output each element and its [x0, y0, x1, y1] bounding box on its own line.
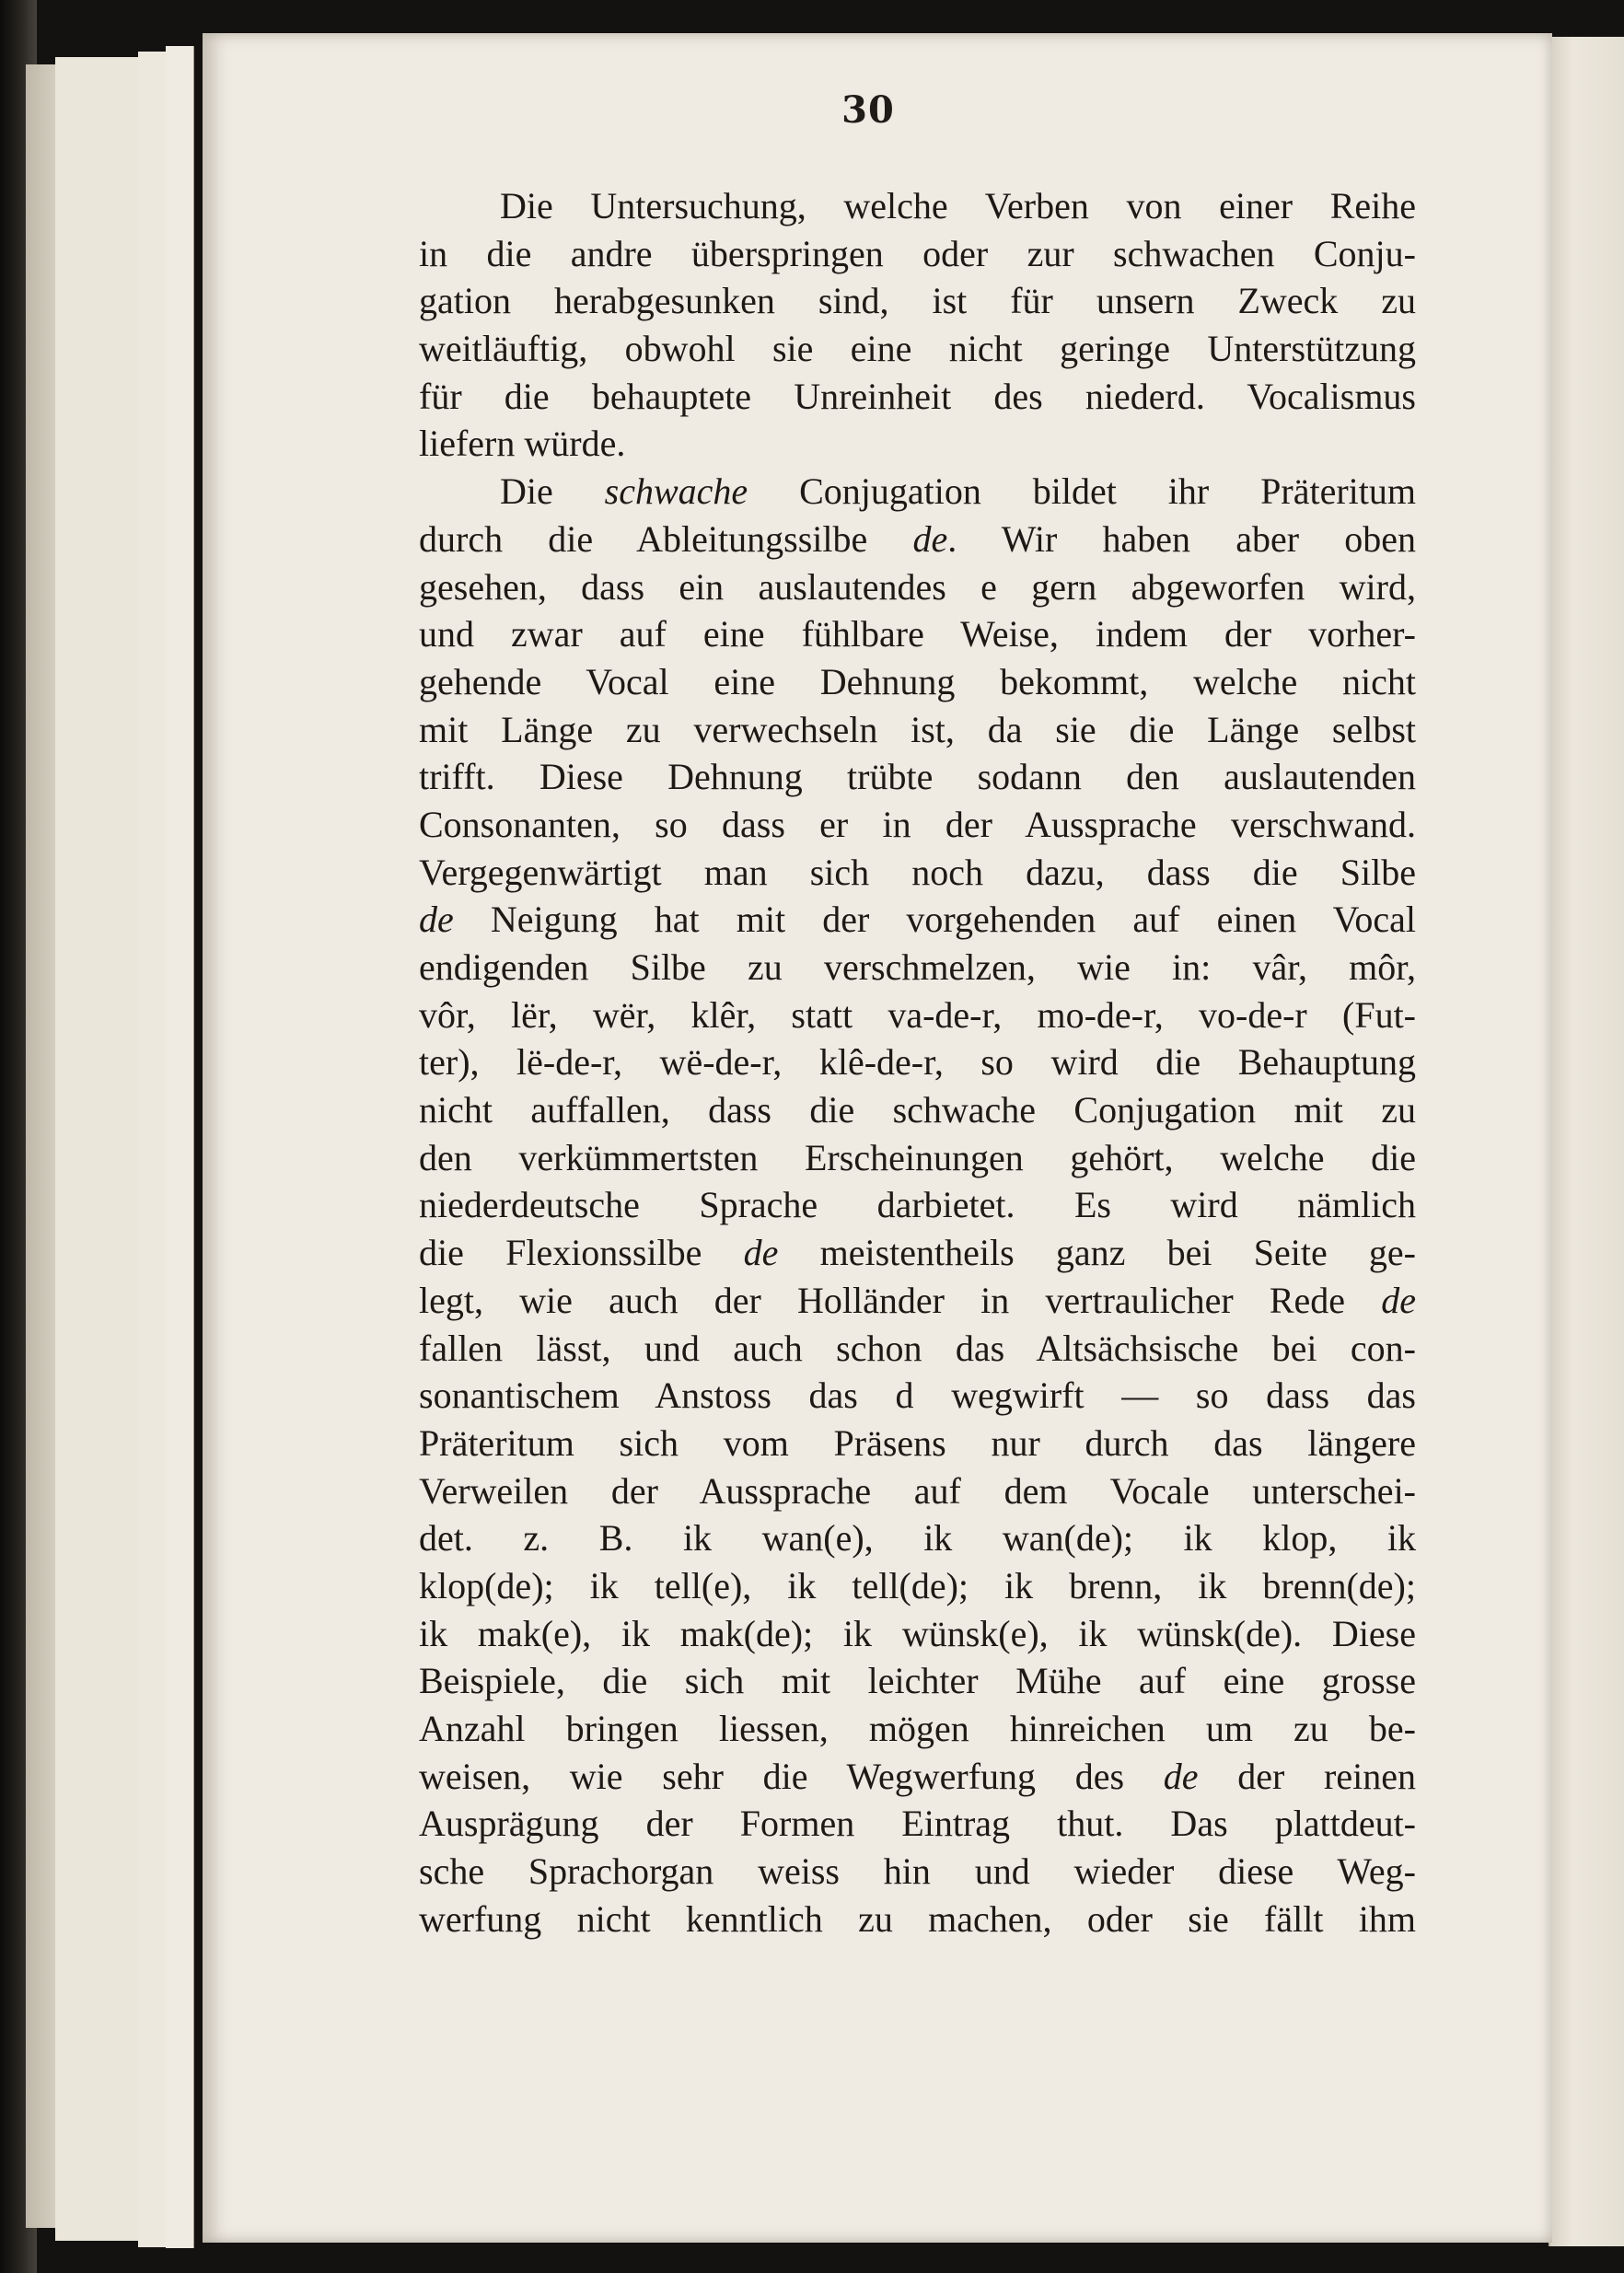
text-segment: die Flexionssilbe	[419, 1232, 744, 1274]
text-line	[419, 1896, 1416, 1943]
text-segment: Die	[500, 470, 605, 513]
text-line	[419, 373, 1416, 421]
text-segment: ter), lë-de-r, wë-de-r, klê-de-r, so wird die Behauptung	[419, 1041, 1416, 1084]
text-line	[419, 1657, 1416, 1705]
italic-text: de	[1163, 1755, 1199, 1797]
text-segment: für die behauptete Unreinheit des niederd. Vocalismus	[419, 375, 1416, 417]
text-segment: Conjugation bildet ihr Präteritum	[748, 470, 1416, 513]
text-segment: meistentheils ganz bei Seite ge-	[778, 1232, 1416, 1274]
text-segment: Verweilen der Aussprache auf dem Vocale unterschei-	[419, 1469, 1416, 1512]
text-line	[419, 277, 1416, 325]
text-segment: gesehen, dass ein auslautendes e gern abgeworfen wird,	[419, 565, 1416, 608]
text-segment: endigenden Silbe zu verschmelzen, wie in: vâr, môr,	[419, 946, 1416, 988]
text-line	[419, 1134, 1416, 1182]
text-segment: weitläuftig, obwohl sie eine nicht geringe Unterstützung	[419, 328, 1416, 370]
text-segment: trifft. Diese Dehnung trübte sodann den auslautenden	[419, 756, 1416, 798]
text-segment: werfung nicht kenntlich zu machen, oder sie fällt ihm	[419, 1897, 1416, 1940]
text-line	[419, 1610, 1416, 1658]
text-line	[419, 1420, 1416, 1467]
text-line	[419, 1705, 1416, 1753]
text-line	[419, 1753, 1416, 1801]
text-segment: mit Länge zu verwechseln ist, da sie die Länge selbst	[419, 708, 1416, 750]
text-line	[419, 896, 1416, 944]
text-segment: in die andre überspringen oder zur schwachen Conju-	[419, 232, 1416, 274]
text-segment: liefern würde.	[419, 423, 626, 465]
text-line	[419, 516, 1416, 563]
page-stack-edge	[166, 46, 194, 2248]
text-line	[419, 753, 1416, 801]
text-line	[419, 1277, 1416, 1325]
text-segment: legt, wie auch der Holländer in vertraulicher Rede	[419, 1279, 1382, 1321]
text-segment: sche Sprachorgan weiss hin und wieder diese Weg-	[419, 1850, 1416, 1893]
text-line	[419, 1181, 1416, 1229]
text-segment: gehende Vocal eine Dehnung bekommt, welche nicht	[419, 660, 1416, 702]
italic-text: de	[1381, 1279, 1416, 1321]
text-segment: nicht auffallen, dass die schwache Conjugation mit zu	[419, 1089, 1416, 1131]
text-line	[419, 992, 1416, 1039]
text-segment: Die Untersuchung, welche Verben von einer Reihe	[500, 185, 1416, 226]
text-segment: Vergegenwärtigt man sich noch dazu, dass die Silbe	[419, 851, 1416, 893]
text-line	[419, 420, 1416, 468]
text-segment: fallen lässt, und auch schon das Altsächsische bei con-	[419, 1327, 1416, 1369]
text-segment: sonantischem Anstoss das d wegwirft — so dass das	[419, 1374, 1416, 1417]
text-line	[419, 1562, 1416, 1610]
page-number: 30	[841, 88, 895, 132]
text-line	[419, 849, 1416, 897]
text-segment: weisen, wie sehr die Wegwerfung des	[419, 1755, 1164, 1797]
text-segment: vôr, lër, wër, klêr, statt va-de-r, mo-de-r, vo-de-r (Fut-	[419, 993, 1416, 1036]
text-line	[419, 610, 1416, 658]
text-segment: Präteritum sich vom Präsens nur durch das längere	[419, 1421, 1416, 1464]
italic-text: schwache	[604, 470, 748, 513]
text-line	[419, 468, 1416, 516]
text-segment: det. z. B. ik wan(e), ik wan(de); ik klop, ik	[419, 1517, 1416, 1560]
text-line	[419, 1038, 1416, 1086]
text-line	[419, 658, 1416, 706]
text-segment: Ausprägung der Formen Eintrag thut. Das plattdeut-	[419, 1803, 1416, 1845]
text-segment: der reinen	[1198, 1755, 1416, 1797]
text-line	[419, 1372, 1416, 1420]
text-line	[419, 1325, 1416, 1373]
text-line	[419, 1229, 1416, 1277]
text-segment: niederdeutsche Sprache darbietet. Es wird nämlich	[419, 1184, 1416, 1226]
text-segment: und zwar auf eine fühlbare Weise, indem der vorher-	[419, 613, 1416, 655]
body-text	[419, 182, 1416, 1942]
text-segment: Anzahl bringen liessen, mögen hinreichen um zu be-	[419, 1708, 1416, 1749]
text-segment: ik mak(e), ik mak(de); ik wünsk(e), ik wünsk(de). Diese	[419, 1612, 1416, 1654]
text-segment: den verkümmertsten Erscheinungen gehört, welche die	[419, 1136, 1416, 1178]
text-segment: Consonanten, so dass er in der Aussprache verschwand.	[419, 803, 1416, 845]
text-segment: klop(de); ik tell(e), ik tell(de); ik brenn, ik brenn(de);	[419, 1564, 1416, 1606]
text-line	[419, 1848, 1416, 1896]
text-line	[419, 1467, 1416, 1515]
text-segment: gation herabgesunken sind, ist für unsern Zweck zu	[419, 280, 1416, 322]
text-line	[419, 944, 1416, 992]
text-segment: . Wir haben aber oben	[947, 517, 1417, 560]
text-line	[419, 1514, 1416, 1562]
text-line	[419, 1800, 1416, 1848]
text-line	[419, 563, 1416, 611]
text-segment: durch die Ableitungssilbe	[419, 517, 913, 560]
italic-text: de	[912, 517, 948, 560]
italic-text: de	[419, 899, 454, 941]
text-line	[419, 801, 1416, 849]
book-page	[203, 33, 1552, 2243]
text-segment: Beispiele, die sich mit leichter Mühe auf eine grosse	[419, 1660, 1416, 1702]
text-line	[419, 706, 1416, 754]
italic-text: de	[743, 1232, 779, 1274]
text-segment: Neigung hat mit der vorgehenden auf einen Vocal	[453, 899, 1416, 941]
facing-page-edge	[1549, 37, 1624, 2246]
text-line	[419, 182, 1416, 230]
text-line	[419, 325, 1416, 373]
text-line	[419, 1086, 1416, 1134]
text-line	[419, 230, 1416, 278]
